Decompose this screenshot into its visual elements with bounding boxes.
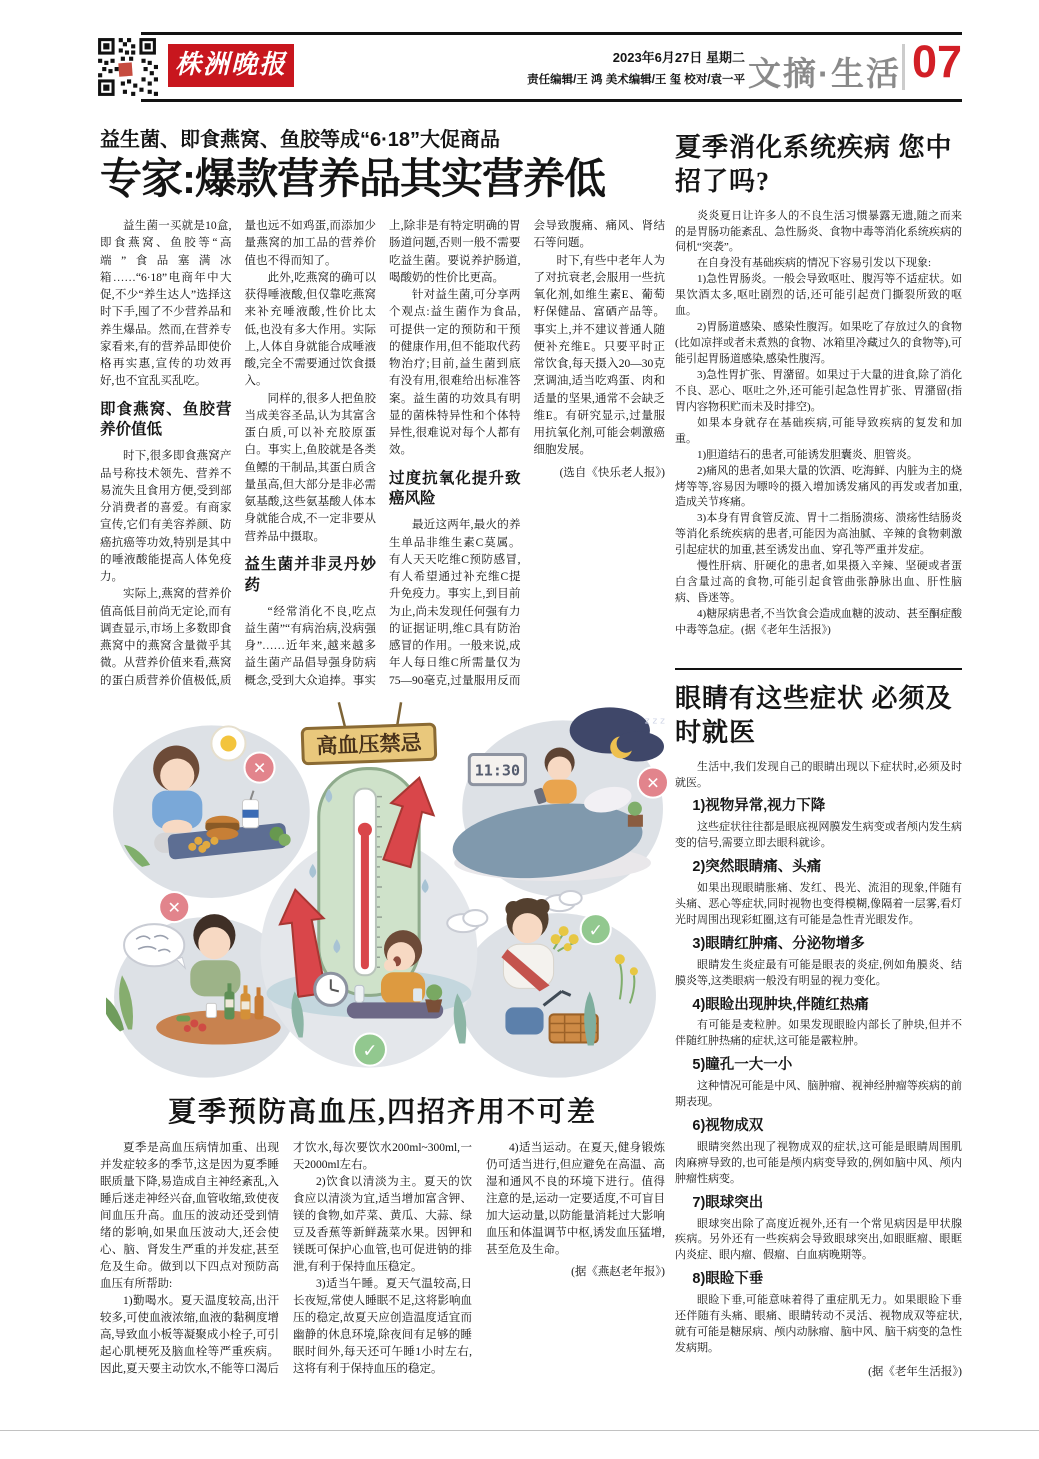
digest-paragraph: 2)胃肠道感染、感染性腹泻。如果吃了存放过久的食物(比如凉拌或者未煮熟的食物、冰箱里冷藏过久的食物等),可能引起胃肠道感染,感染性腹泻。	[675, 321, 962, 366]
eyes-sections	[675, 797, 962, 1356]
x-icon: ✕	[646, 773, 660, 793]
eyes-section-head: 3)眼睛红肿痛、分泌物增多	[692, 935, 865, 952]
x-icon: ✕	[252, 758, 267, 778]
lead-headline: 专家:爆款营养品其实营养低	[100, 155, 605, 202]
cooler	[505, 1007, 543, 1034]
bottles-icon	[224, 983, 263, 1019]
digest-paragraph: 3)本身有胃食管反流、胃十二指肠溃疡、溃疡性结肠炎等消化系统疾病的患者,可能因为高油腻、辛辣的食物刺激引起症状的加重,甚至诱发出血、穿孔等严重并发症。	[675, 512, 962, 557]
bp-source: (据《燕赵老年报》)	[571, 1266, 665, 1279]
lead-paragraph: 实际上,燕窝的营养价值高低目前尚无定论,而有调查显示,市场上多数即食燕窝中的燕窝含量微乎其微。从营养价值来看,燕窝的蛋白质营养价值极低,质量也远不如鸡蛋,而添加少量燕窝的加工品的营养价值也不得而知了。	[100, 220, 376, 687]
burger-icon	[205, 816, 239, 840]
warning-sign	[302, 702, 436, 764]
sleep-zzz-text: z z z	[644, 716, 665, 727]
digest-paragraph: 3)急性胃扩张、胃潴留。如果过于大量的进食,除了消化不良、恶心、呕吐之外,还可能引起急性胃扩张、胃潴留(指胃内容物积贮而未及时排空)。	[675, 368, 962, 413]
check-badge	[581, 914, 611, 944]
eyes-section-head: 1)视物异常,视力下降	[692, 798, 826, 815]
newspaper-logo: 株洲晚报	[168, 44, 294, 87]
eyes-section-body: 眼球突出除了高度近视外,还有一个常见病因是甲状腺疾病。另外还有一些疾病会导致眼球突出,如眼眶瘤、眼眶内炎症、眼内瘤、假瘤、白血病晚期等。	[675, 1217, 962, 1262]
lead-paragraph: 此外,吃燕窝的确可以获得唾液酸,但仅靠吃燕窝来补充唾液酸,性价比太低,也没有多大作用。实际上,人体自身就能合成唾液酸,完全不需要通过饮食摄入。	[244, 271, 376, 388]
eyes-section	[675, 935, 962, 990]
lead-paragraph: 最近这两年,最火的养生单品非维生素C莫属。有人天天吃维C预防感冒,有人希望通过补充维C提升免疫力。事实上,到目前为止,尚未发现任何强有力的证据证明,维C具有防治感冒的作用。一般来说,成年人每日维C所需量仅为75—90毫克,过量服用反而会导致腹痛、痛风、肾结石等问题。	[389, 220, 665, 687]
digest-paragraph: 1)急性胃肠炎。一般会导致呕吐、腹泻等不适症状。如果饮酒太多,呕吐剧烈的话,还可能引起贲门撕裂所致的呕血。	[675, 273, 962, 318]
check-icon: ✓	[362, 1040, 378, 1062]
sign-text: 高血压禁忌	[315, 729, 423, 759]
eyes-section-body: 如果出现眼睛胀痛、发红、畏光、流泪的现象,伴随有头痛、恶心等症状,同时视物也变得模糊,像隔着一层雾,看灯光时周围出现彩虹圈,这有可能是急性青光眼发作。	[675, 882, 962, 926]
eyes-source: (据《老年生活报》)	[868, 1365, 962, 1378]
digest-title: 夏季消化系统疾病 您中招了吗?	[675, 133, 953, 196]
eyes-intro: 生活中,我们发现自己的眼睛出现以下症状时,必须及时就医。	[675, 760, 962, 789]
eyes-section-head: 7)眼球突出	[692, 1194, 764, 1211]
clock-time: 11:30	[474, 761, 521, 780]
bp-paragraph: 夏季是高血压病情加重、出现并发症较多的季节,这是因为夏季睡眠质量下降,易造成自主神经紊乱,入睡后迷走神经兴奋,血管收缩,致使夜间血压升高。血压的波动还受到情绪的影响,如果血压波动大,还会使心、脑、肾发生严重的并发症,甚至危及生命。做到以下四点对预防高血压有所帮助:	[100, 1142, 279, 1291]
eyes-section	[675, 1270, 962, 1357]
lead-paragraph: 益生菌并非灵丹妙药	[244, 555, 376, 594]
eyes-section-body: 有可能是麦粒肿。如果发现眼睑内部长了肿块,但并不伴随红肿热痛的症状,这可能是霰粒肿。	[675, 1019, 962, 1048]
lead-paragraph: 同样的,很多人把鱼胶当成美容圣品,认为其富含蛋白质,可以补充胶原蛋白。事实上,鱼胶就是各类鱼鳔的干制品,其蛋白质含量虽高,但大部分是非必需氨基酸,这些氨基酸人体本身就能合成,不一定非要从营养品中摄取。	[244, 392, 376, 543]
digest-paragraph: 2)痛风的患者,如果大量的饮酒、吃海鲜、内脏为主的烧烤等等,容易因为嘌呤的摄入增加诱发痛风的再发或者加重,造成关节疼痛。	[675, 464, 962, 509]
digest-article	[675, 131, 962, 665]
lead-paragraph: 针对益生菌,可分享两个观点:益生菌作为食品,可提供一定的预防和干预的健康作用,但不能取代药物治疗;目前,益生菌到底有没有用,很难给出标准答案。益生菌的功效具有明显的菌株特异性和个体特异性,很难说对每个人都有效。	[389, 289, 521, 457]
lead-paragraph: 益生菌一买就是10盒,即食燕窝、鱼胶等“高端”食品塞满冰箱……“6·18”电商年中大促,不少“养生达人”选择这时下手,囤了不少营养品和养生爆品。然而,在营养专家看来,有的营养品即使价格再实惠,宣传的功效再好,也不宜乱买乱吃。	[100, 220, 232, 388]
lead-paragraph: 即食燕窝、鱼胶营养价值低	[100, 400, 232, 439]
eyes-section	[675, 797, 962, 852]
lead-paragraph: 过度抗氧化提升致癌风险	[389, 469, 521, 508]
x-badge	[638, 768, 668, 798]
page-number: 07	[912, 36, 963, 87]
bp-paragraph: 4)适当运动。在夏天,健身锻炼仍可适当进行,但应避免在高温、高湿和通风不良的环境下进行。值得注意的是,运动一定要适度,不可盲目加大运动量,以防能量消耗过大影响血压和体温调节中枢,诱发血压猛增,甚至危及生命。	[486, 1142, 665, 1257]
eyes-section	[675, 1117, 962, 1188]
lead-paragraph: “经常消化不良,吃点益生菌”“有病治病,没病强身”……近年来,越来越多益生菌产品倡导强身防病概念,受到大众追捧。事实上,除非是有特定明确的胃肠道问题,否则一般不需要吃益生菌。要说养护肠道,喝酸奶的性价比更高。	[244, 220, 521, 687]
eyes-article	[675, 682, 962, 1406]
eyes-section-head: 4)眼睑出现肿块,伴随红热痛	[692, 996, 869, 1013]
digest-paragraph: 1)胆道结石的患者,可能诱发胆囊炎、胆管炎。	[697, 448, 918, 461]
qr-code-icon	[96, 36, 158, 98]
cup-icon	[206, 1003, 216, 1017]
eyes-section	[675, 996, 962, 1051]
digital-clock-icon	[469, 755, 525, 785]
x-icon: ✕	[167, 898, 181, 918]
eyes-section-body: 这些症状往往都是眼底视网膜发生病变或者颅内发生病变的信号,需要立即去眼科就诊。	[675, 821, 962, 850]
lead-kicker: 益生菌、即食燕窝、鱼胶等成“6·18”大促商品	[100, 129, 501, 151]
check-badge	[354, 1034, 386, 1066]
lead-paragraph: 时下,有些中老年人为了对抗衰老,会服用一些抗氧化剂,如维生素E、葡萄籽保健品、富硒产品等。事实上,并不建议普通人随便补充维E。只要平时正常饮食,每天摄入20—30克烹调油,适当吃鸡蛋、肉和适量的坚果,通常不会缺乏维E。有研究显示,过量服用抗氧化剂,可能会刺激癌细胞发展。	[533, 254, 665, 457]
digest-paragraph: 慢性肝病、肝硬化的患者,如果摄入辛辣、坚硬或者蛋白含量过高的食物,可能引起食管曲张静脉出血、肝性脑病、昏迷等。	[675, 560, 962, 605]
section-title: 文摘·生活	[748, 55, 901, 92]
right-rail-divider	[675, 668, 962, 670]
check-icon: ✓	[588, 921, 603, 942]
digest-body	[675, 209, 962, 639]
eyes-section-head: 8)眼睑下垂	[692, 1271, 764, 1288]
section-divider	[902, 44, 905, 90]
eyes-section-body: 这种情况可能是中风、脑肿瘤、视神经肿瘤等疾病的前期表现。	[675, 1080, 962, 1109]
seal-stamp-icon	[118, 62, 132, 76]
eyes-section-body: 眼睑下垂,可能意味着得了重症肌无力。如果眼睑下垂还伴随有头痛、眼痛、眼睛转动不灵活、视物成双等症状,就有可能是糖尿病、颅内动脉瘤、脑中风、脑干病变的急性发病期。	[675, 1294, 962, 1354]
digest-paragraph: 4)糖尿病患者,不当饮食会造成血糖的波动、甚至酮症酸中毒等急症。(据《老年生活报》)	[675, 608, 962, 636]
hypertension-illustration	[106, 696, 668, 1088]
masthead-rule-top	[141, 32, 962, 35]
eyes-section	[675, 1194, 962, 1265]
eyes-section-head: 2)突然眼睛痛、头痛	[692, 859, 822, 876]
bp-article-body	[100, 1140, 665, 1410]
eyes-title: 眼睛有这些症状 必须及时就医	[675, 684, 953, 747]
eyes-section	[675, 858, 962, 929]
eyes-section-body: 眼睛发生炎症最有可能是眼表的炎症,例如角膜炎、结膜炎等,这类眼病一般没有明显的视力变化。	[675, 958, 962, 987]
digest-paragraph: 在自身没有基础疾病的情况下容易引发以下现象:	[697, 257, 932, 270]
x-badge	[244, 753, 274, 783]
lead-paragraph: 时下,很多即食燕窝产品号称技术领先、营养不易流失且食用方便,受到部分消费者的喜爱。有商家宣传,它们有美容养颜、防癌抗癌等功效,特别是其中的唾液酸能提高人体免疫力。	[100, 450, 232, 584]
editors-line: 责任编辑/王 鸿 美术编辑/王 玺 校对/袁一平	[527, 74, 745, 86]
digest-paragraph: 如果本身就存在基础疾病,可能导致疾病的复发和加重。	[675, 416, 962, 445]
masthead-rule-bottom	[141, 99, 962, 102]
eyes-section-body: 眼睛突然出现了视物成双的症状,这可能是眼睛周围肌肉麻痹导致的,也可能是颅内病变导致的,例如脑中风、颅内肿瘤性病变。	[675, 1140, 962, 1185]
date-line: 2023年6月27日 星期二	[612, 50, 745, 65]
digest-paragraph: 炎炎夏日让许多人的不良生活习惯暴露无遗,随之而来的是胃肠功能紊乱、急性肠炎、食物中毒等消化系统疾病的伺机“突袭”。	[675, 209, 962, 254]
lead-article-body	[100, 218, 665, 690]
x-badge	[159, 892, 189, 922]
bp-paragraph: 1)勤喝水。夏天温度较高,出汗较多,可使血液浓缩,血液的黏稠度增高,导致血小板等凝聚成小栓子,可引起心肌梗死及脑血栓等严重疾病。因此,夏天要主动饮水,不能等口渴后才饮水,每次要饮水200ml~300ml,一天2000ml左右。	[100, 1142, 472, 1376]
eyes-section-head: 5)瞳孔一大一小	[692, 1057, 793, 1074]
fried-egg-icon	[220, 735, 236, 751]
eyes-section-head: 6)视物成双	[692, 1118, 764, 1134]
bp-title: 夏季预防高血压,四招齐用不可差	[167, 1097, 597, 1128]
analog-clock-icon	[315, 973, 347, 1005]
eyes-section	[675, 1056, 962, 1111]
lead-paragraph: (选自《快乐老人报》)	[559, 466, 665, 479]
bp-paragraph: 2)饮食以清淡为主。夏天的饮食应以清淡为宜,适当增加富含钾、镁的食物,如芹菜、黄瓜、大蒜、绿豆及香蕉等新鲜蔬菜水果。因钾和镁既可保护心血管,也可促进钠的排泄,有利于保持血压稳定。	[293, 1176, 472, 1274]
masthead-info	[400, 47, 745, 87]
page-bottom-rule	[0, 1430, 1039, 1431]
bp-paragraph: 3)适当午睡。夏天气温较高,日长夜短,常使人睡眠不足,这将影响血压的稳定,故夏天应创造温度适宜而幽静的休息环境,除夜间有足够的睡眠时间外,每天还可午睡1小时左右,这将有利于保持血压的稳定。	[293, 1278, 472, 1376]
